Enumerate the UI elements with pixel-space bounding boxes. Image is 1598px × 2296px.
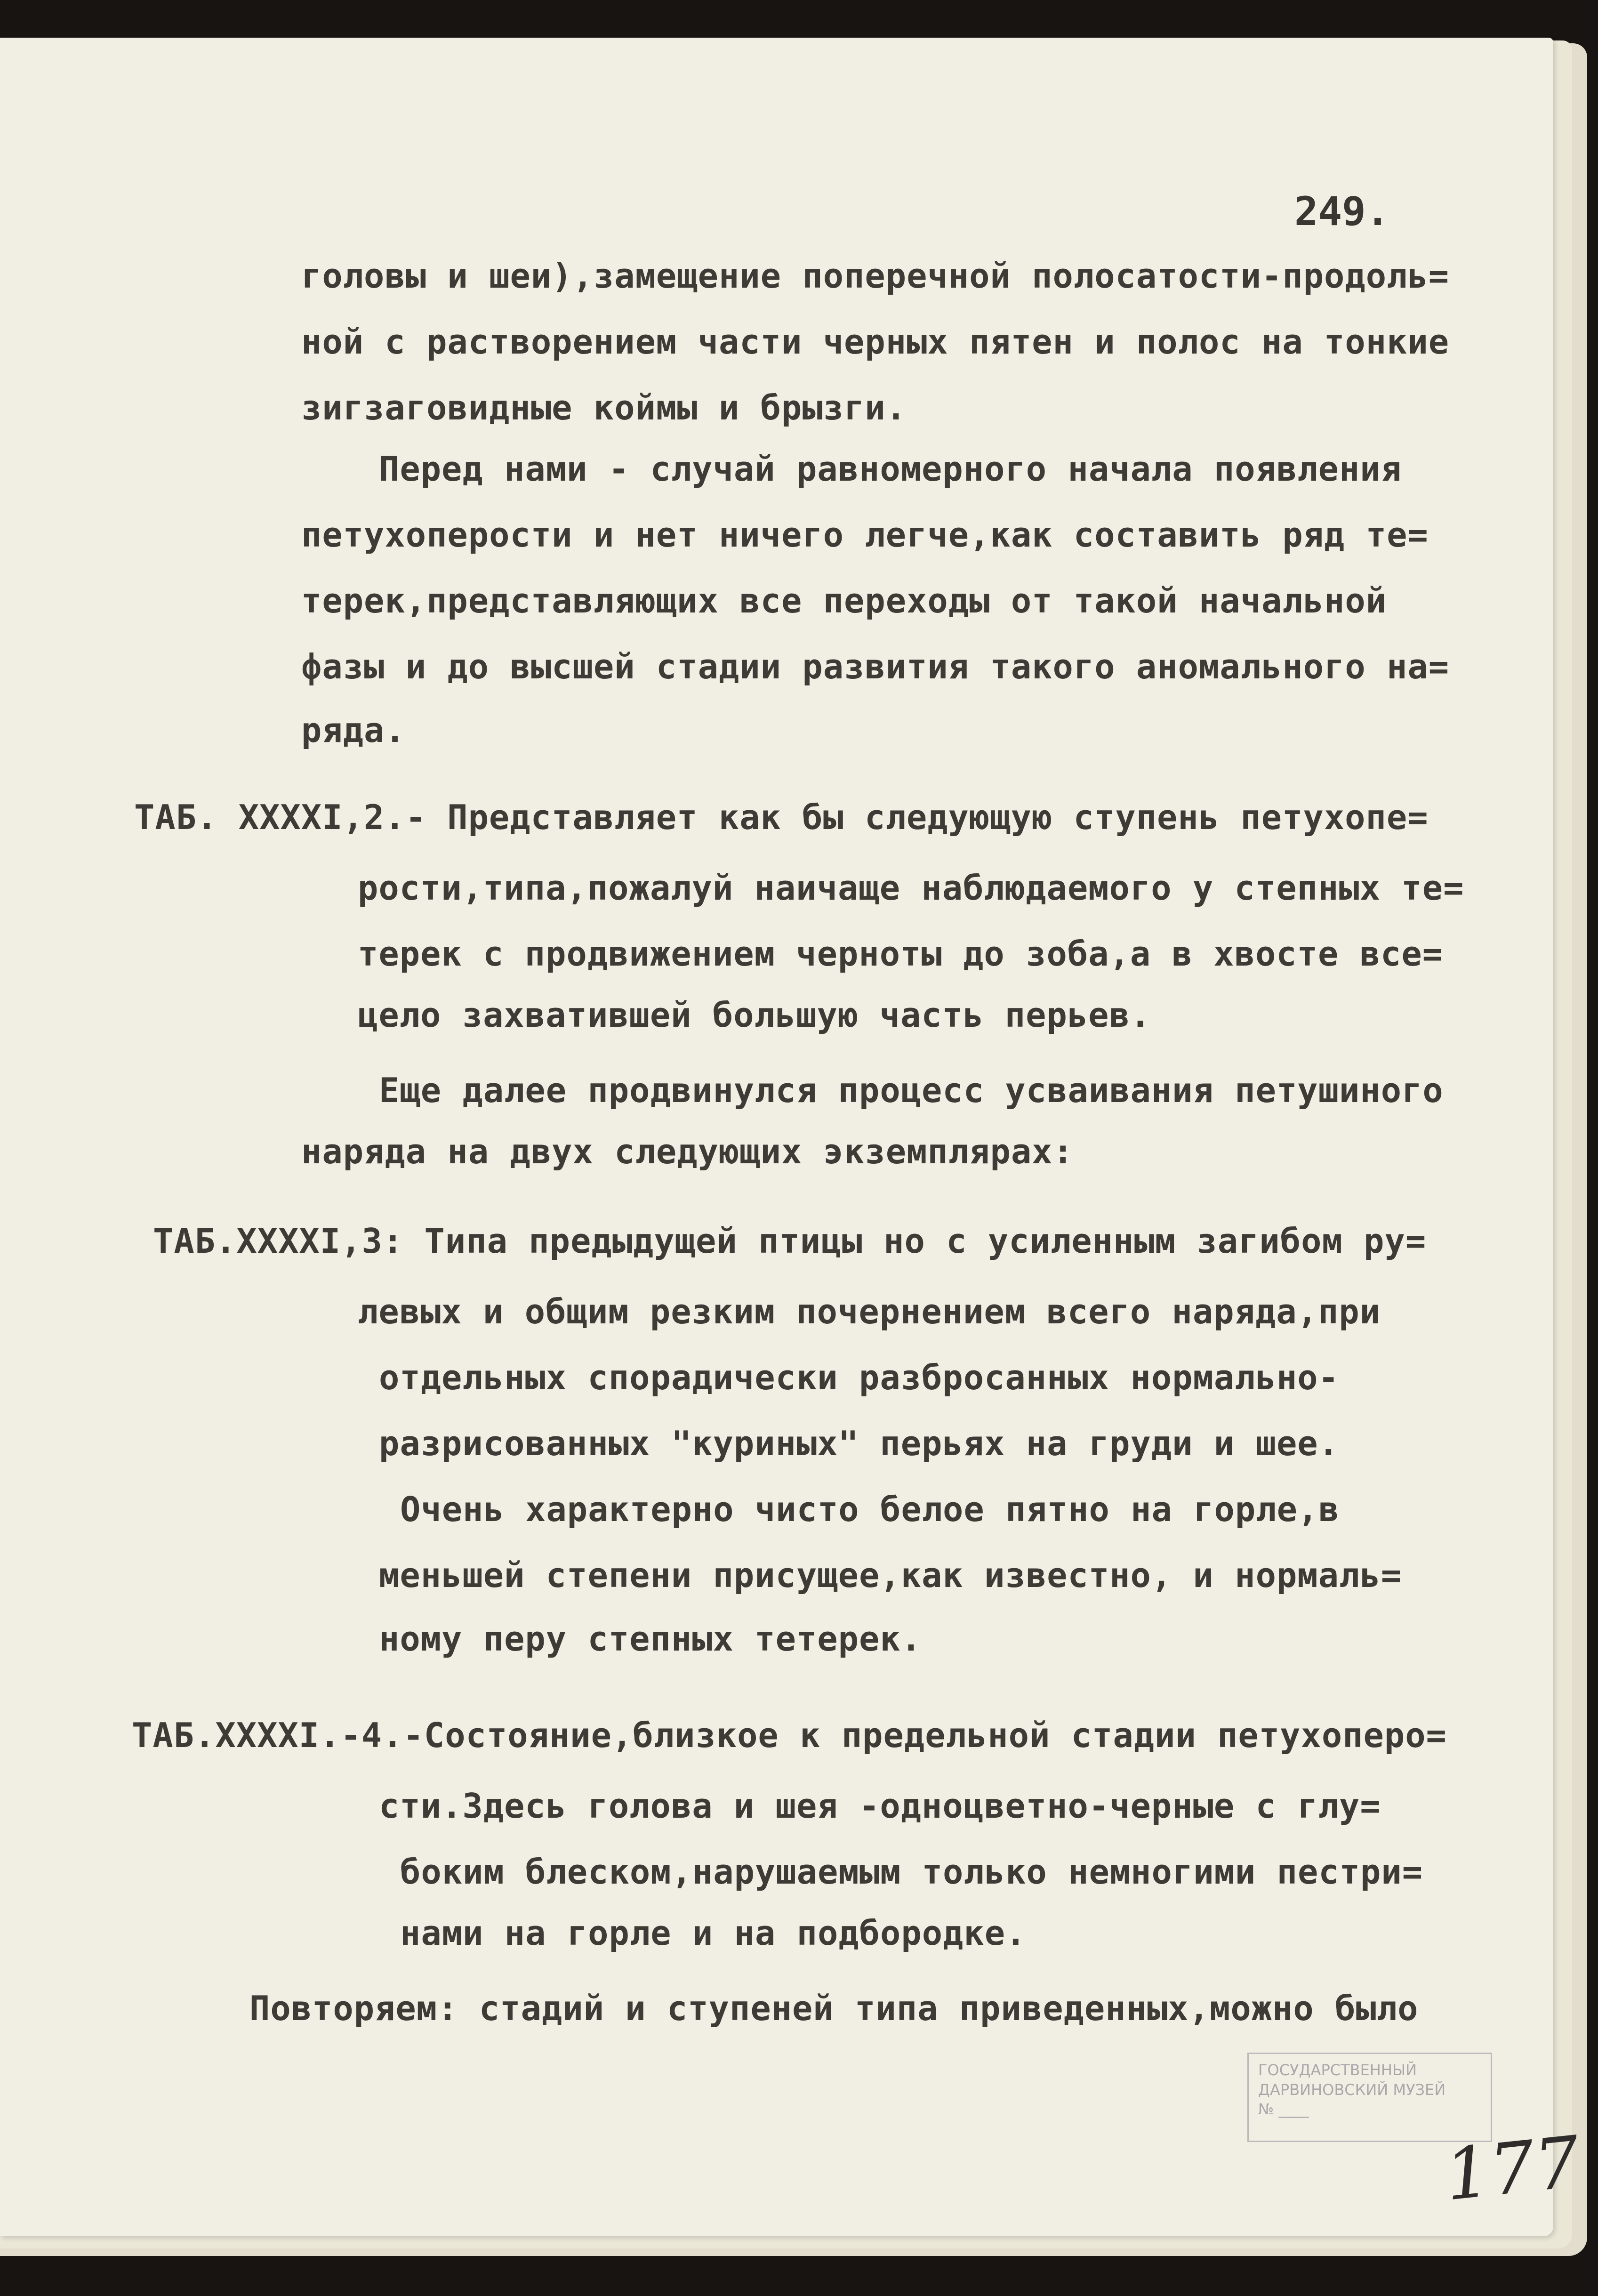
text-line: ТАБ.XXXXI,3: Типа предыдущей птицы но с усиленным загибом ру=: [153, 1221, 1427, 1261]
text-line: Перед нами - случай равномерного начала появления: [379, 449, 1402, 489]
text-line: цело захватившей большую часть перьев.: [358, 995, 1151, 1035]
text-line: боким блеском,нарушаемым только немногими пестри=: [400, 1852, 1423, 1892]
text-line: ТАБ.XXXXI.-4.-Состояние,близкое к предельной стадии петухоперо=: [132, 1716, 1447, 1755]
text-line: разрисованных "куриных" перьях на груди и шее.: [379, 1424, 1339, 1463]
text-line: фазы и до высшей стадии развития такого аномального на=: [301, 647, 1450, 686]
stamp-line: № ____: [1258, 2100, 1309, 2119]
text-line: Еще далее продвинулся процесс усваивания петушиного: [379, 1071, 1444, 1110]
text-line: наряда на двух следующих экземплярах:: [301, 1132, 1074, 1171]
text-line: сти.Здесь голова и шея -одноцветно-черные с глу=: [379, 1786, 1381, 1826]
text-line: нами на горле и на подбородке.: [400, 1913, 1027, 1953]
handwritten-folio-number: 177: [1441, 2121, 1584, 2217]
text-line: ТАБ. XXXXI,2.- Представляет как бы следующую ступень петухопе=: [134, 798, 1429, 837]
text-line: терек,представляющих все переходы от такой начальной: [301, 581, 1387, 620]
text-line: ной с растворением части черных пятен и полос на тонкие: [301, 322, 1450, 362]
archive-stamp: [1247, 2053, 1492, 2142]
page-number: 249.: [1294, 188, 1390, 234]
text-line: ному перу степных тетерек.: [379, 1619, 922, 1659]
text-line: рости,типа,пожалуй наичаще наблюдаемого у степных те=: [358, 868, 1464, 908]
text-line: головы и шеи),замещение поперечной полосатости-продоль=: [301, 256, 1450, 296]
text-line: меньшей степени присущее,как известно, и нормаль=: [379, 1555, 1402, 1595]
document-page: [0, 38, 1584, 2236]
text-line: левых и общим резким почернением всего наряда,при: [358, 1292, 1381, 1331]
text-line: петухоперости и нет ничего легче,как составить ряд те=: [301, 515, 1429, 555]
text-line: отдельных спорадически разбросанных нормально-: [379, 1358, 1339, 1397]
stamp-line: ГОСУДАРСТВЕННЫЙ: [1258, 2061, 1417, 2079]
text-line: зигзаговидные коймы и брызги.: [301, 388, 907, 427]
text-line: терек с продвижением черноты до зоба,а в хвосте все=: [358, 934, 1444, 974]
text-line: Повторяем: стадий и ступеней типа приведенных,можно было: [249, 1989, 1419, 2028]
text-line: Очень характерно чисто белое пятно на горле,в: [400, 1490, 1340, 1529]
text-line: ряда.: [301, 710, 406, 750]
stamp-line: ДАРВИНОВСКИЙ МУЗЕЙ: [1258, 2080, 1446, 2099]
